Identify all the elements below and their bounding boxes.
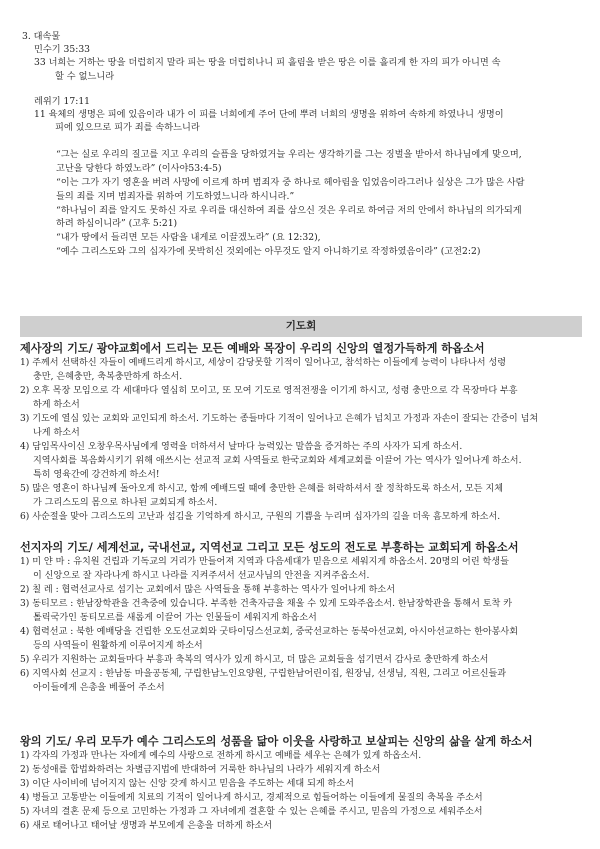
list-item: 3) 동티모르 : 한남장학관을 건축중에 있습니다. 부족한 건축자금을 채울 수 있게 도와주옵소서. 한남장학관을 통해서 토착 카 톨릭국가인 동티모르를 새롭게 이끌어 가는 인물들이 세워지게 하옵소서 (20, 599, 512, 623)
list-item: 2) 동성애를 합법화하려는 차별금지법에 반대하여 거룩한 하나님의 나라가 세워지게 하소서 (20, 765, 381, 775)
list-item: 5) 많은 영혼이 하나님께 돌아오게 하시고, 함께 예배드릴 때에 충만한 은혜를 허락하셔서 잘 정착하도록 하소서, 모든 지체 가 그리스도의 몸으로 하나된 교회되게 하소서. (20, 484, 504, 508)
list-item: 3) 기도에 열심 있는 교회와 교인되게 하소서. 기도하는 종들마다 기적이 일어나고 은혜가 넘치고 가정과 자손이 잘되는 간증이 넘쳐 나게 하소서 (20, 414, 539, 438)
list-item: 1) 주께서 선택하신 자들이 예배드리게 하시고, 세상이 감당못할 기적이 일어나고, 참석하는 이들에게 능력이 나타나서 성령 충만, 은혜충만, 축복충만하게 하소서. (20, 358, 507, 382)
list-item: 1) 각자의 가정과 만나는 자에게 예수의 사랑으로 전하게 하시고 예배를 세우는 은혜가 있게 하옵소서. (20, 751, 422, 761)
quote-line: “그는 실로 우리의 질고를 지고 우리의 슬픔을 당하였거늘 우리는 생각하기를 그는 징벌을 받아서 하나님에게 맞으며, (56, 149, 522, 161)
quote-line: “내가 땅에서 들리면 모든 사람을 내게로 이끌겠노라” (요 12:32), (56, 232, 321, 244)
verse-line: 33 너희는 거하는 땅을 더럽히지 말라 피는 땅을 더럽히나니 피 흘림을 받은 땅은 이를 흘리게 한 자의 피가 아니면 속 (34, 57, 501, 69)
list-item: 2) 칠 레 : 협력선교사로 섬기는 교회에서 많은 사역들을 통해 부흥하는 역사가 일어나게 하소서 (20, 585, 396, 595)
scripture-reference: 민수기 35:33 (34, 44, 91, 56)
quotation-block (22, 148, 580, 258)
section-title: 왕의 기도/ 우리 모두가 예수 그리스도의 성품을 닮아 이웃을 사랑하고 보살피는 신앙의 삶을 살게 하소서 (20, 735, 533, 748)
priest-prayer-section (20, 341, 582, 524)
quote-line: “하나님이 죄를 알지도 못하신 자로 우리를 대신하여 죄를 삼으신 것은 우리로 하여금 저의 안에서 하나님의 의가되게 (56, 204, 522, 216)
king-prayer-section (20, 734, 582, 833)
quote-line: 들의 죄를 지며 범죄자를 위하여 기도하였느니라 하시니라.” (56, 190, 295, 202)
list-item: 2) 오후 목장 모임으로 각 세대마다 열심히 모이고, 또 모여 기도로 영적전쟁을 이기게 하시고, 성령 충만으로 각 목장마다 부흥 하게 하소서 (20, 386, 518, 410)
quote-line: “이는 그가 자기 영혼을 버려 사망에 이르게 하며 범죄자 중 하나로 헤아림을 입었음이라그러나 실상은 그가 많은 사람 (56, 177, 525, 189)
list-item: 3) 이단 사이비에 넘어지지 않는 신앙 갖게 하시고 믿음을 주도하는 세대 되게 하소서 (20, 779, 354, 789)
list-item: 4) 담임목사이신 오창우목사님에게 영력을 더하셔서 날마다 능력있는 말씀을 증거하는 주의 사자가 되게 하소서. 지역사회를 복음화시키기 위해 애쓰시는 선교적 교회 사역들로 한국교회와 세계교회를 이끌어 가는 역사가 일어나게 하소서. 특히 영육간에 강건하게 하소서! (20, 442, 522, 480)
section-title: 제사장의 기도/ 광야교회에서 드리는 모든 예배와 목장이 우리의 신앙의 열정가득하게 하옵소서 (20, 342, 485, 355)
prophet-prayer-section (20, 540, 582, 695)
scripture-reference: 레위기 17:11 (34, 95, 91, 107)
list-item: 6) 사순절을 맞아 그리스도의 고난과 섬김을 기억하게 하시고, 구원의 기쁨을 누리며 십자가의 길을 더욱 흠모하게 하소서. (20, 512, 501, 522)
quote-line: 고난을 당한다 하였노라” (이사야53:4-5) (56, 163, 222, 175)
list-item: 4) 협력선교 : 북한 예배당을 건립한 오도선교회와 굿타이딩스선교회, 중국선교하는 동북아선교회, 아시아선교하는 한아봉사회 등의 사역들이 원활하게 이루어지게 하소서 (20, 627, 518, 651)
scripture-section (22, 30, 580, 259)
verse-line: 11 육체의 생명은 피에 있음이라 내가 이 피를 너희에게 주어 단에 뿌려 너희의 생명을 위하여 속하게 하였나니 생명이 (34, 109, 504, 121)
list-item: 4) 병들고 고통받는 이들에게 치료의 기적이 일어나게 하시고, 경제적으로 힘들어하는 이들에게 물질의 축복을 주소서 (20, 793, 483, 803)
verse-line: 할 수 없느니라 (55, 70, 115, 82)
list-item: 5) 우리가 지원하는 교회들마다 부흥과 축복의 역사가 있게 하시고, 더 많은 교회들을 섬기면서 감사로 충만하게 하소서 (20, 655, 489, 665)
list-item: 1) 미 얀 마 : 유치원 건립과 기독교의 거리가 만들어져 지역과 다음세대가 믿음으로 세워지게 하옵소서. 20명의 어린 학생들 이 신앙으로 잘 자라나게 하시고 나라를 지켜주셔서 선교사님의 안전을 지켜주옵소서. (20, 557, 509, 581)
verse-line: 피에 있으므로 피가 죄를 속하느니라 (55, 122, 200, 134)
list-item: 6) 지역사회 선교지 : 한남동 마을공동체, 구립한남노인요양원, 구립한남어린이집, 원장님, 선생님, 직원, 그리고 어르신들과 아이들에게 은총을 베풀어 주소서 (20, 669, 507, 693)
list-item: 5) 자녀의 결혼 문제 등으로 고민하는 가정과 그 자녀에게 결혼할 수 있는 은혜를 주시고, 믿음의 가정으로 세워주소서 (20, 807, 483, 817)
prayer-meeting-banner: 기도회 (20, 316, 582, 337)
section-heading: 3. 대속물 (22, 31, 61, 42)
quote-line: “예수 그리스도와 그의 십자가에 못박히신 것외에는 아무것도 알지 아니하기로 작정하였음이라” (고전2:2) (56, 246, 481, 257)
list-item: 6) 새로 태어나고 태어날 생명과 부모에게 은총을 더하게 하소서 (20, 821, 273, 831)
section-title: 선지자의 기도/ 세계선교, 국내선교, 지역선교 그리고 모든 성도의 전도로 부흥하는 교회되게 하옵소서 (20, 541, 519, 554)
quote-line: 하려 하심이니라” (고후 5:21) (56, 218, 178, 230)
